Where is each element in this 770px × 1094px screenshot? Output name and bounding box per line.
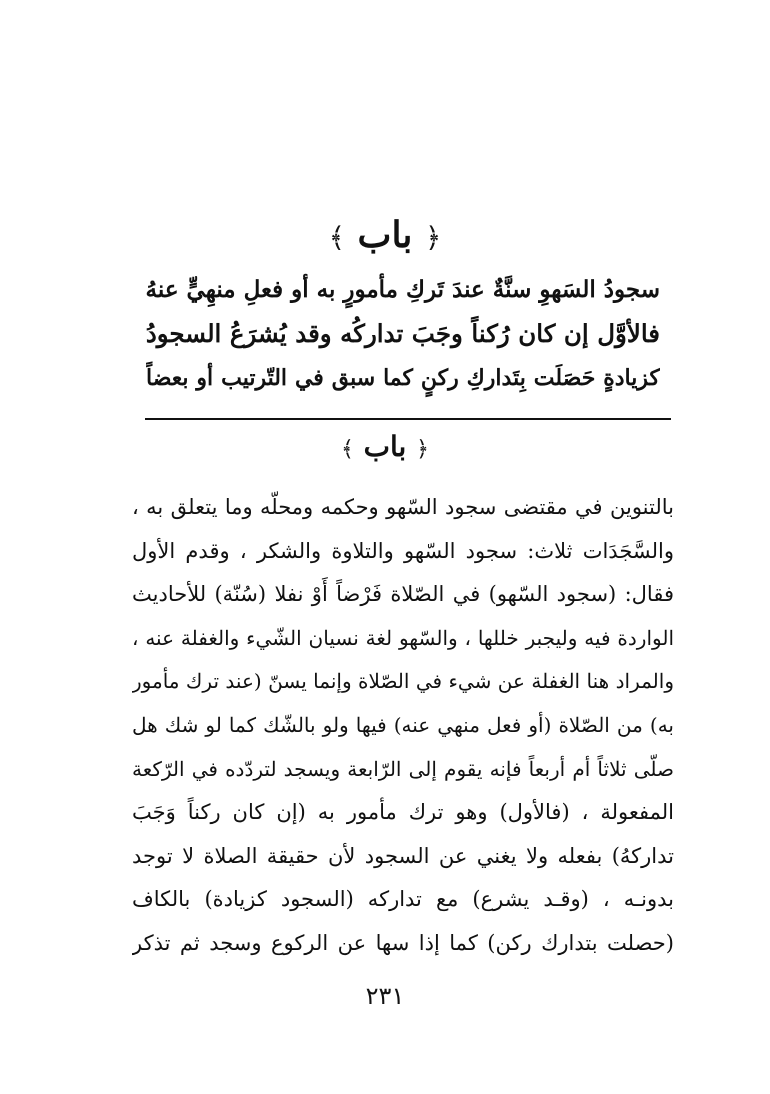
commentary-line: بدونـه ، (وقـد يشرع) مع تداركه (السجود كزيادة) بالكاف <box>132 887 674 912</box>
ornament-bracket-right: ﴿ <box>424 221 442 254</box>
main-heading <box>0 214 770 256</box>
ornament-bracket-left: ﴾ <box>328 221 345 254</box>
matn-line: سجودُ السَهوِ سنَّةٌ عندَ تَركِ مأمورٍ به أو فعلِ منهِيٍّ عنهُ <box>146 276 660 303</box>
commentary-text-block <box>132 486 674 966</box>
commentary-line: صلّى ثلاثاً أم أربعاً فإنه يقوم إلى الرّابعة ويسجد لتردّده في الرّكعة <box>132 756 674 781</box>
matn-line: كزيادةٍ حَصَلَت بِتَداركِ ركنٍ كما سبق في التّرتيب أو بعضاً <box>146 365 660 391</box>
commentary-line: والمراد هنا الغفلة عن شيء في الصّلاة وإنما يسنّ (عند ترك مأمور <box>132 669 674 694</box>
main-heading-title: باب <box>357 214 413 256</box>
sub-heading <box>0 430 770 463</box>
ornament-bracket-right: ﴿ <box>416 437 429 462</box>
commentary-line: به) من الصّلاة (أو فعل منهي عنه) فيها ولو بالشّك كما لو شك هل <box>132 712 674 737</box>
matn-line: فالأوَّل إن كان رُكناً وجَبَ تداركُه وقد يُشرَعُ السجودُ <box>146 319 660 348</box>
commentary-line: المفعولة ، (فالأول) وهو ترك مأمور به (إن كان ركناً وَجَبَ <box>132 800 674 825</box>
matn-text-block <box>146 268 660 400</box>
section-divider <box>145 418 671 420</box>
commentary-line: الواردة فيه وليجبر خللها ، والسّهو لغة نسيان الشّيء والغفلة عنه ، <box>132 625 674 650</box>
sub-heading-title: باب <box>363 430 407 463</box>
commentary-line: فقال: (سجود السّهو) في الصّلاة فَرْضاً أَوْ نفلا (سُنّة) للأحاديث <box>132 582 674 607</box>
commentary-line: والسَّجَدَات ثلاث: سجود السّهو والتلاوة والشكر ، وقدم الأول <box>132 538 674 563</box>
page-number: ٢٣١ <box>365 982 405 1010</box>
commentary-line: بالتنوين في مقتضى سجود السّهو وحكمه ومحلّه وما يتعلق به ، <box>132 495 674 519</box>
ornament-bracket-left: ﴾ <box>341 437 354 462</box>
commentary-line: (حصلت بتدارك ركن) كما إذا سها عن الركوع وسجد ثم تذكر <box>132 930 674 955</box>
commentary-line: تداركهُ) بفعله ولا يغني عن السجود لأن حقيقة الصلاة لا توجد <box>132 843 674 868</box>
